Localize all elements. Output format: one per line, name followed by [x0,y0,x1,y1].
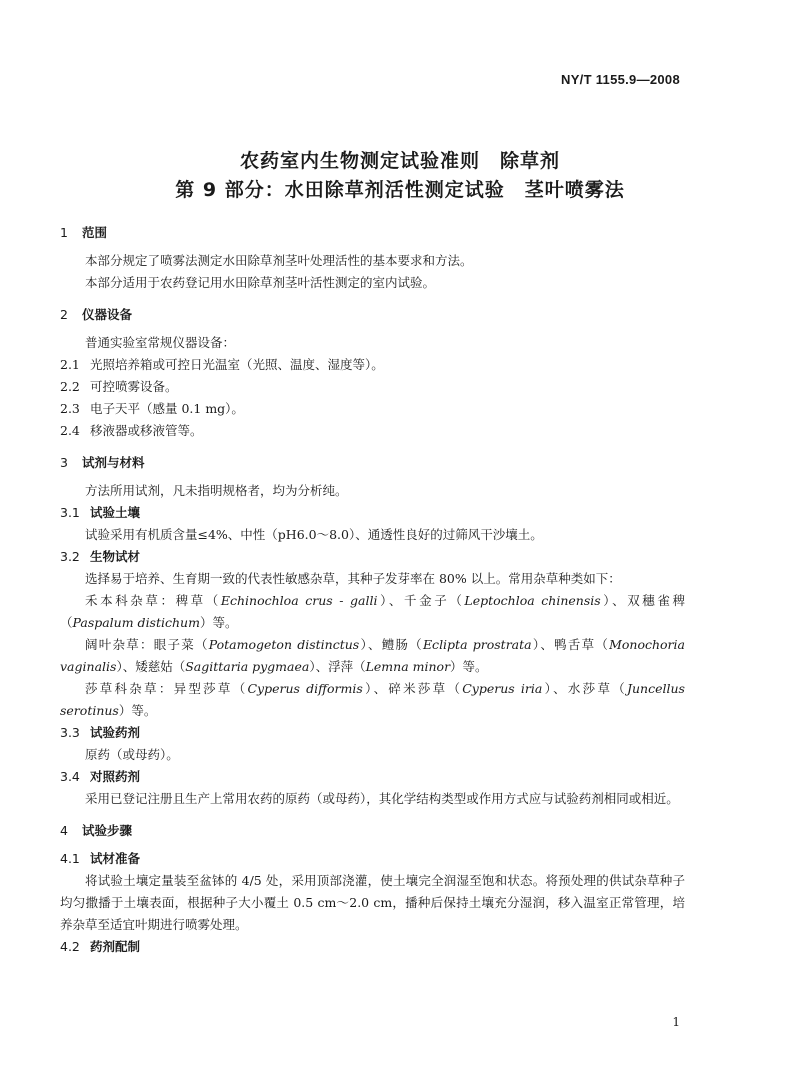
paragraph: 普通实验室常规仪器设备： [85,335,236,350]
subsection-heading: 4.1 试材准备 [60,851,141,866]
section-heading: 1 范围 [60,225,108,240]
list-item: 2.2 可控喷雾设备。 [60,379,178,394]
paragraph: 本部分适用于农药登记用水田除草剂茎叶活性测定的室内试验。 [85,275,436,290]
standard-number: NY/T 1155.9—2008 [561,72,680,87]
paragraph: 方法所用试剂，凡未指明规格者，均为分析纯。 [85,483,348,498]
paragraph: 选择易于培养、生育期一致的代表性敏感杂草，其种子发芽率在 80% 以上。常用杂草种类如下： [85,571,621,586]
paragraph: 将试验土壤定量装至盆钵的 4/5 处，采用顶部浇灌，使土壤完全润湿至饱和状态。将预处理的供试杂草种子均匀撒播于土壤表面，根据种子大小覆土 0.5 cm～2.0 cm，播种后保持土壤充分湿润，移入温室正常管理，培养杂草至适宜叶期进行喷雾处理。 [60,873,685,932]
section-heading: 4 试验步骤 [60,823,133,838]
subsection-heading: 3.3 试验药剂 [60,725,141,740]
paragraph: 原药（或母药）。 [85,747,179,762]
paragraph-sedge-weeds: 莎草科杂草：异型莎草（Cyperus difformis）、碎米莎草（Cyperus iria）、水莎草（Juncellus serotinus）等。 [60,681,685,718]
paragraph: 采用已登记注册且生产上常用农药的原药（或母药），其化学结构类型或作用方式应与试验药剂相同或相近。 [85,791,679,806]
document-title-line2: 第 9 部分：水田除草剂活性测定试验 茎叶喷雾法 [175,179,625,201]
list-item: 2.3 电子天平（感量 0.1 mg）。 [60,401,244,416]
list-item: 2.4 移液器或移液管等。 [60,423,203,438]
subsection-heading: 4.2 药剂配制 [60,939,141,954]
section-heading: 3 试剂与材料 [60,455,145,470]
subsection-heading: 3.4 对照药剂 [60,769,141,784]
section-heading: 2 仪器设备 [60,307,133,322]
page-number: 1 [672,1015,680,1029]
document-title-line1: 农药室内生物测定试验准则 除草剂 [239,150,560,172]
paragraph-grass-weeds: 禾本科杂草：稗草（Echinochloa crus - galli）、千金子（Leptochloa chinensis）、双穗雀稗（Paspalum distichum）等。 [60,593,685,630]
paragraph-broadleaf-weeds: 阔叶杂草：眼子菜（Potamogeton distinctus）、鳢肠（Eclipta prostrata）、鸭舌草（Monochoria vaginalis）、矮慈姑（Sagittaria pygmaea）、浮萍（Lemna minor）等。 [60,637,685,674]
document-body [60,222,685,958]
subsection-heading: 3.2 生物试材 [60,549,141,564]
list-item: 2.1 光照培养箱或可控日光温室（光照、温度、湿度等）。 [60,357,384,372]
paragraph: 试验采用有机质含量≤4%、中性（pH6.0～8.0）、通透性良好的过筛风干沙壤土。 [85,527,543,542]
paragraph: 本部分规定了喷雾法测定水田除草剂茎叶处理活性的基本要求和方法。 [85,253,473,268]
subsection-heading: 3.1 试验土壤 [60,505,141,520]
